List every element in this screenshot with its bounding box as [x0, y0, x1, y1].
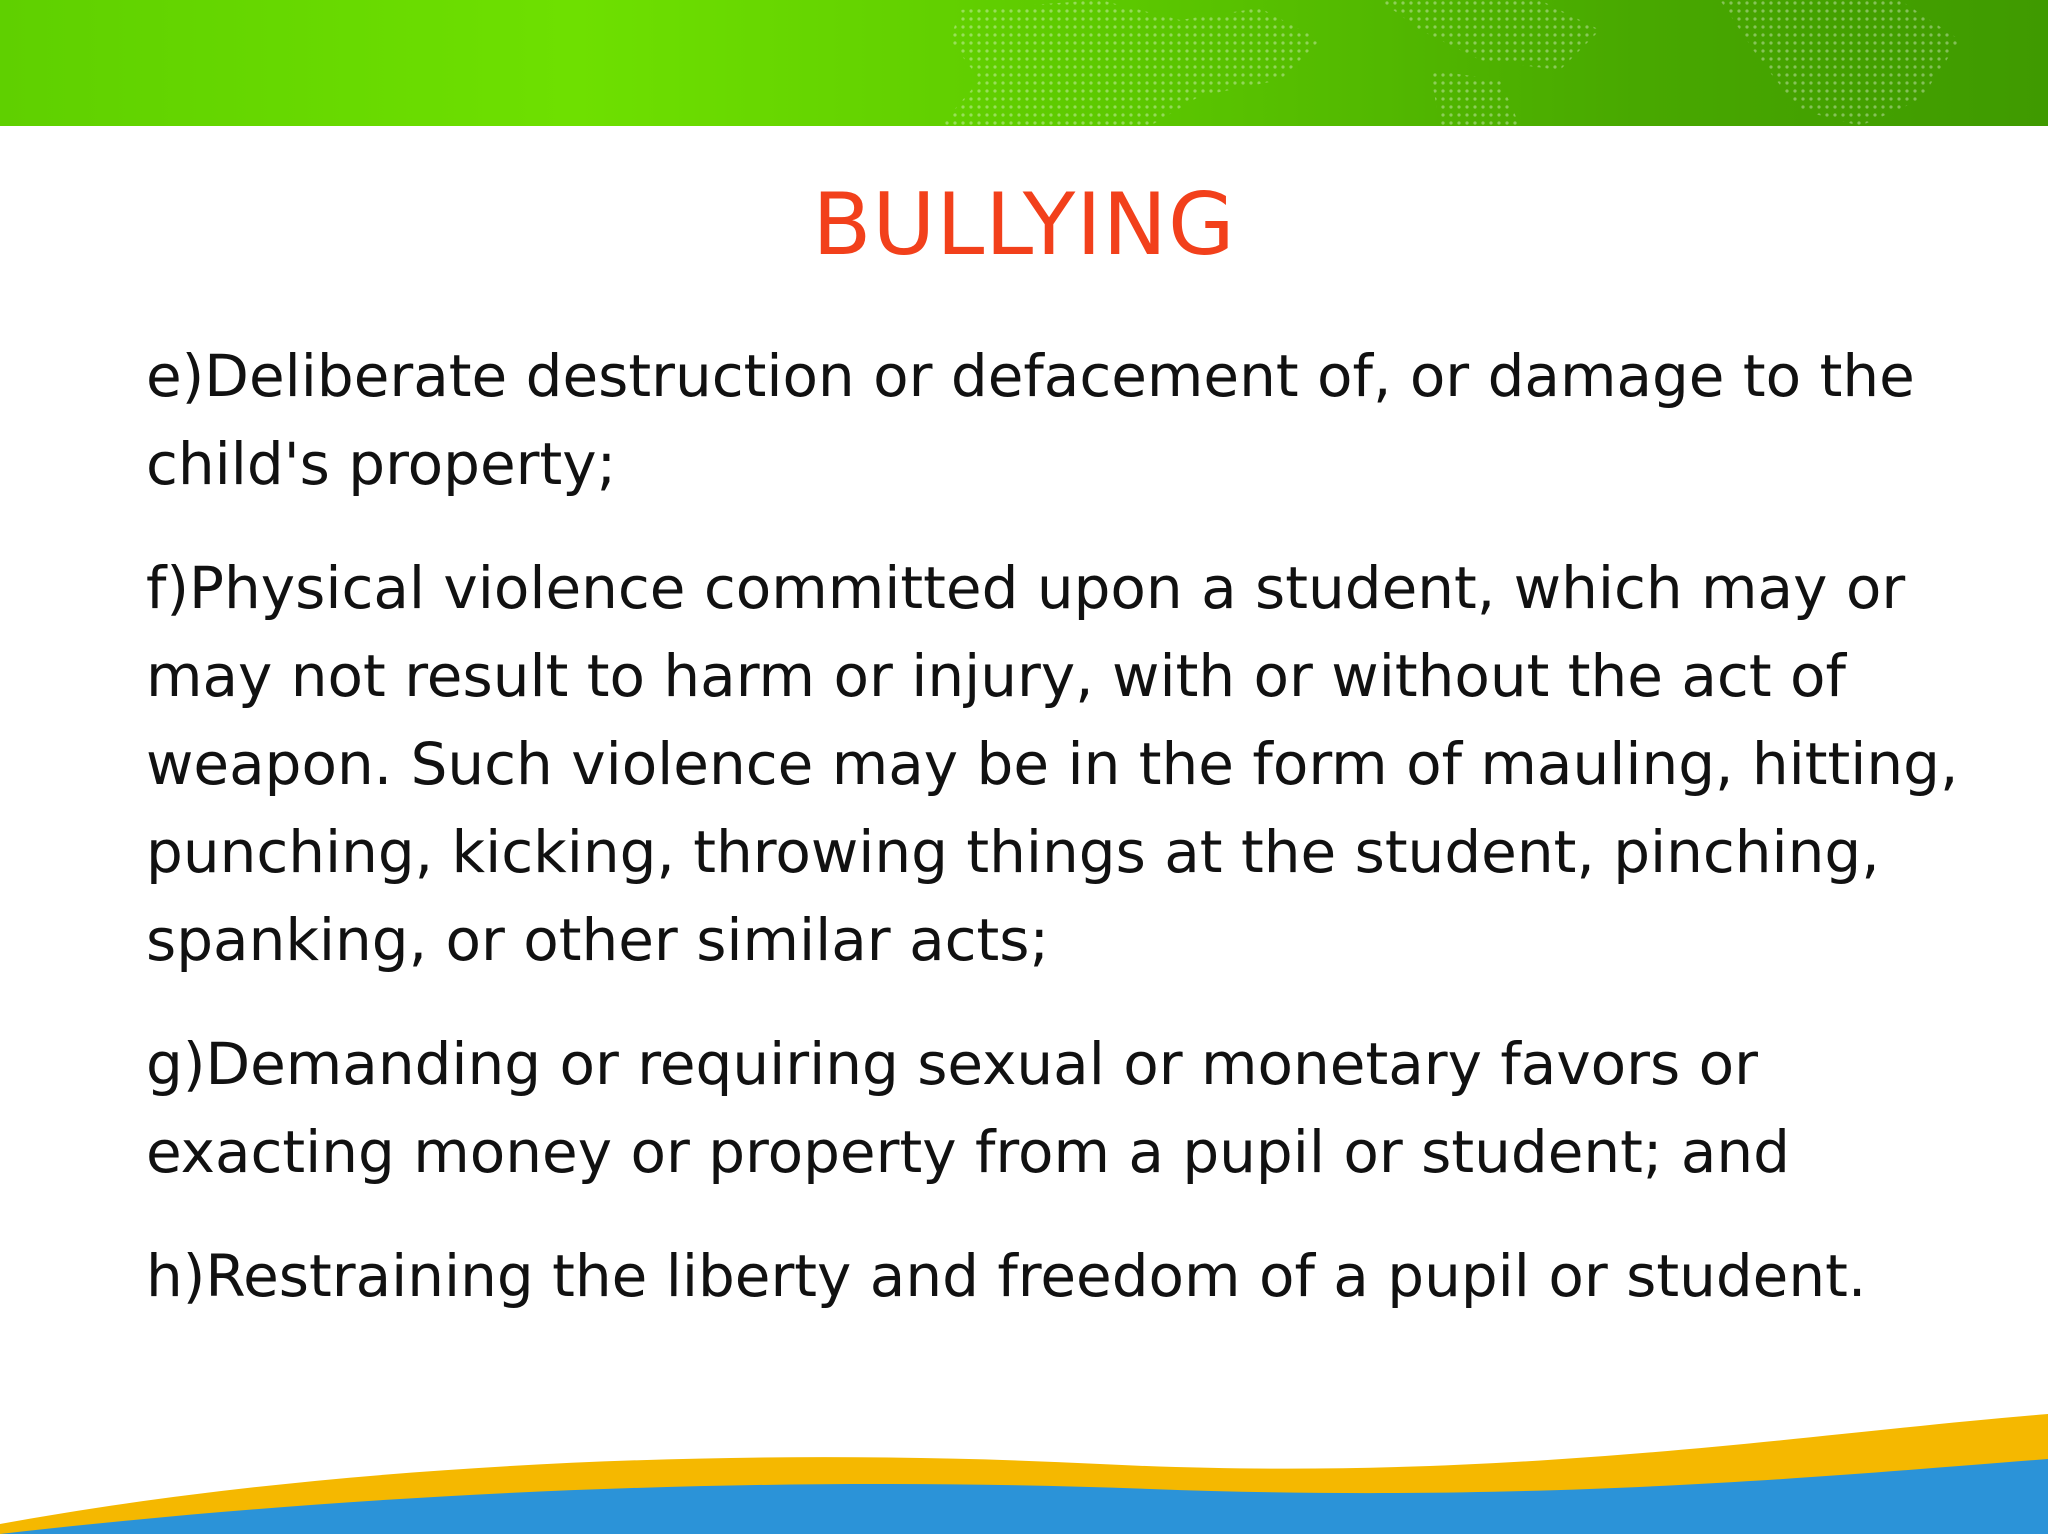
- slide-title: BULLYING: [812, 175, 1236, 275]
- slide-body: [146, 332, 1976, 1356]
- bottom-wave-decoration: [0, 1374, 2048, 1534]
- list-item-f: f)Physical violence committed upon a student, which may or may not result to harm or injury, with or without the act of weapon. Such violence may be in the form of mauling, hitting, punching, kicking, throwing things at the student, pinching, spanking, or other similar acts;: [146, 554, 1959, 974]
- list-item-e: e)Deliberate destruction or defacement of, or damage to the child's property;: [146, 342, 1915, 498]
- list-item-h: h)Restraining the liberty and freedom of a pupil or student.: [146, 1242, 1867, 1310]
- top-banner: [0, 0, 2048, 126]
- list-item-g: g)Demanding or requiring sexual or monetary favors or exacting money or property from a pupil or student; and: [146, 1030, 1790, 1186]
- world-map-decoration: [0, 0, 2048, 126]
